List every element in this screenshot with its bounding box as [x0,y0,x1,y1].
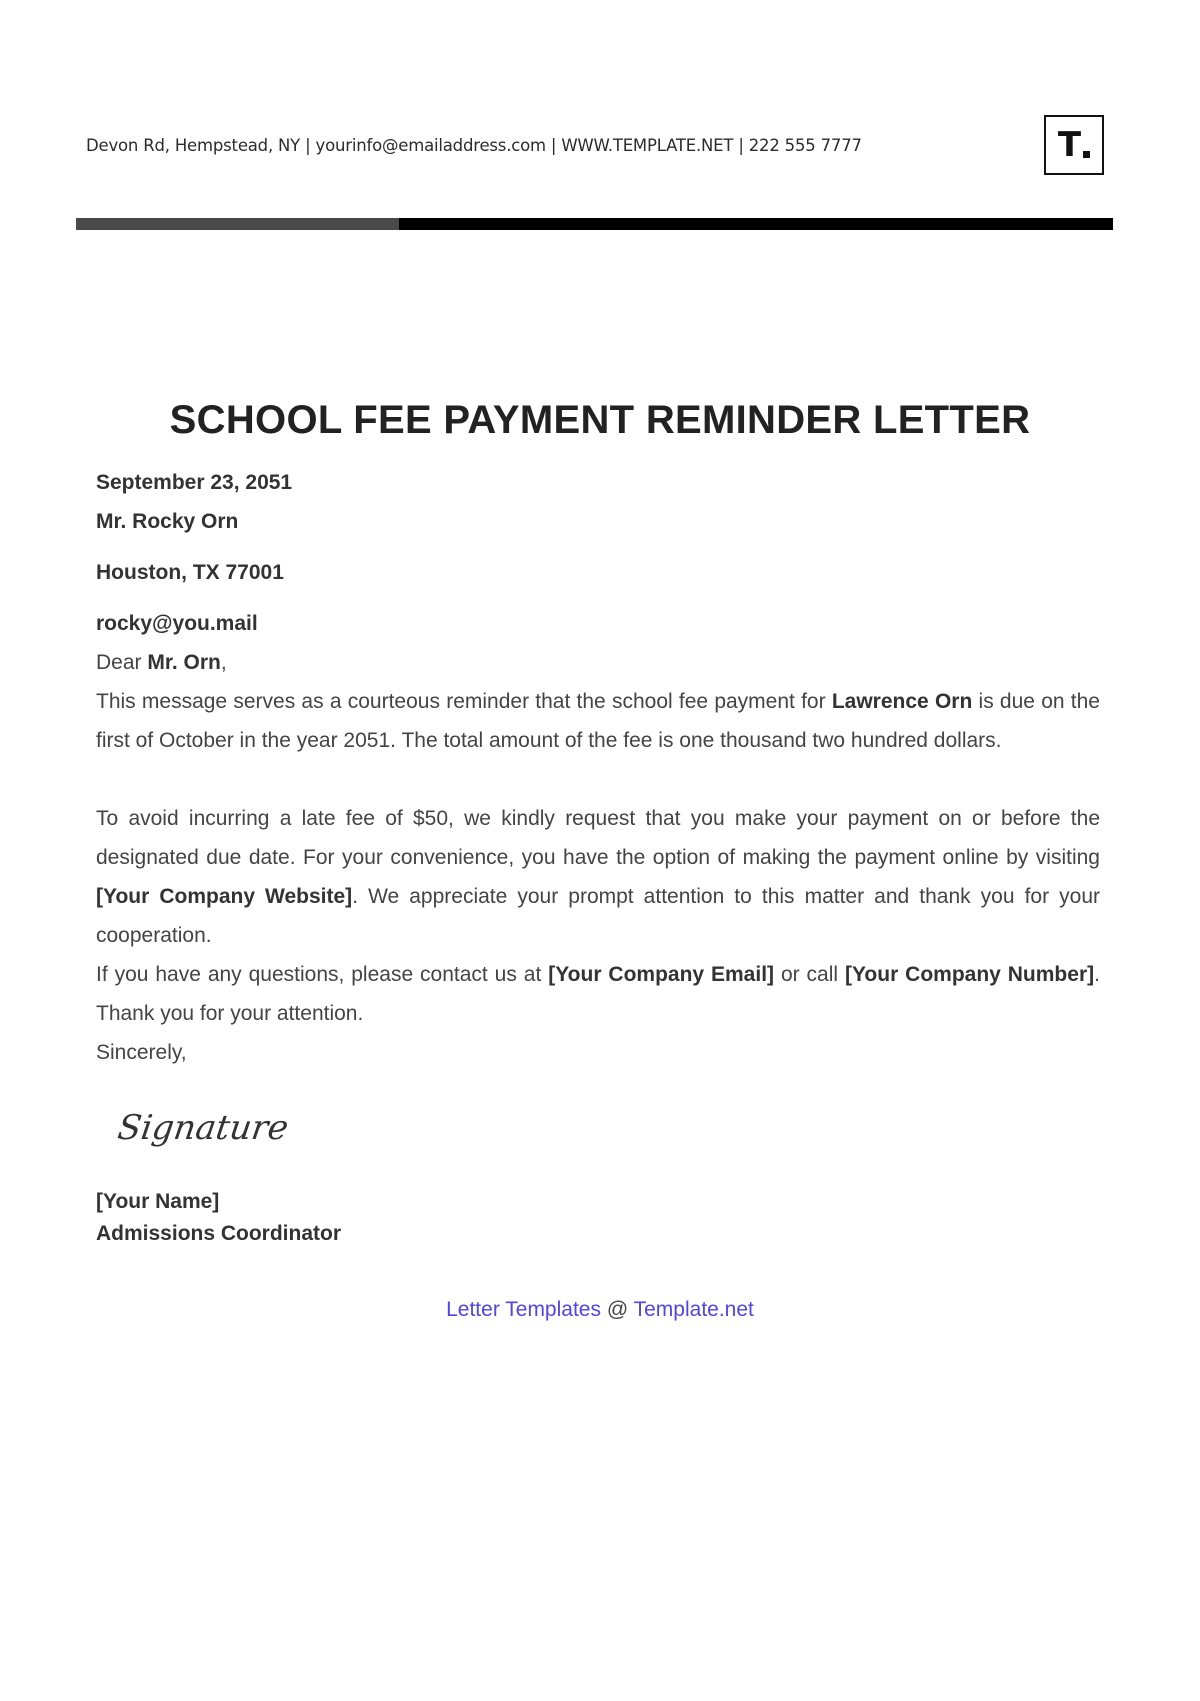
header-rule-gray [76,218,399,230]
footer [0,1298,1200,1322]
p2-text-b: . We appreciate your prompt attention to this matter and thank you for your cooperation. [96,885,1100,947]
template-logo [1044,115,1104,175]
p3-text-a: If you have any questions, please contact us at [96,963,542,986]
paragraph-1 [96,682,1100,760]
recipient-email: rocky@you.mail [96,612,258,635]
company-email-placeholder: [Your Company Email] [548,963,775,986]
p3-text-mid: or call [780,963,839,986]
paragraph-3 [96,955,1100,1033]
p2-text-a: To avoid incurring a late fee of $50, we kindly request that you make your payment on or before the designated due date. For your convenience, you have the option of making the payment online by visiting [96,807,1100,869]
contact-line: Devon Rd, Hempstead, NY | yourinfo@emailaddress.com | WWW.TEMPLATE.NET | 222 555 7777 [86,136,862,155]
student-name: Lawrence Orn [831,690,973,713]
p1-text-b: is due on the first of October in the year 2051. The total amount of the fee is one thousand two hundred dollars. [96,690,1100,752]
paragraph-2 [96,799,1100,955]
p1-text-a: This message serves as a courteous reminder that the school fee payment for [96,690,826,713]
salutation [96,643,1100,682]
company-website-placeholder: [Your Company Website] [96,885,353,908]
recipient-name: Mr. Rocky Orn [96,510,239,533]
company-number-placeholder: [Your Company Number] [844,963,1095,986]
logo-letter: T [1057,125,1082,165]
letter-templates-link[interactable]: Letter Templates [446,1298,601,1321]
footer-separator: @ [606,1298,629,1321]
letter-date: September 23, 2051 [96,471,293,494]
letter-title: SCHOOL FEE PAYMENT REMINDER LETTER [169,398,1031,442]
closing: Sincerely, [96,1041,187,1064]
recipient-city: Houston, TX 77001 [96,561,284,584]
header-rule-black [399,218,1113,230]
sender-title: Admissions Coordinator [96,1222,342,1245]
template-net-link[interactable]: Template.net [633,1298,754,1321]
logo-dot [1083,151,1090,158]
p3-text-b: . Thank you for your attention. [96,963,1100,1025]
salutation-name: Mr. Orn [147,651,221,674]
salutation-suffix: , [220,651,227,674]
salutation-prefix: Dear [96,651,142,674]
sender-name: [Your Name] [96,1190,220,1213]
signature: Signature [115,1108,291,1148]
